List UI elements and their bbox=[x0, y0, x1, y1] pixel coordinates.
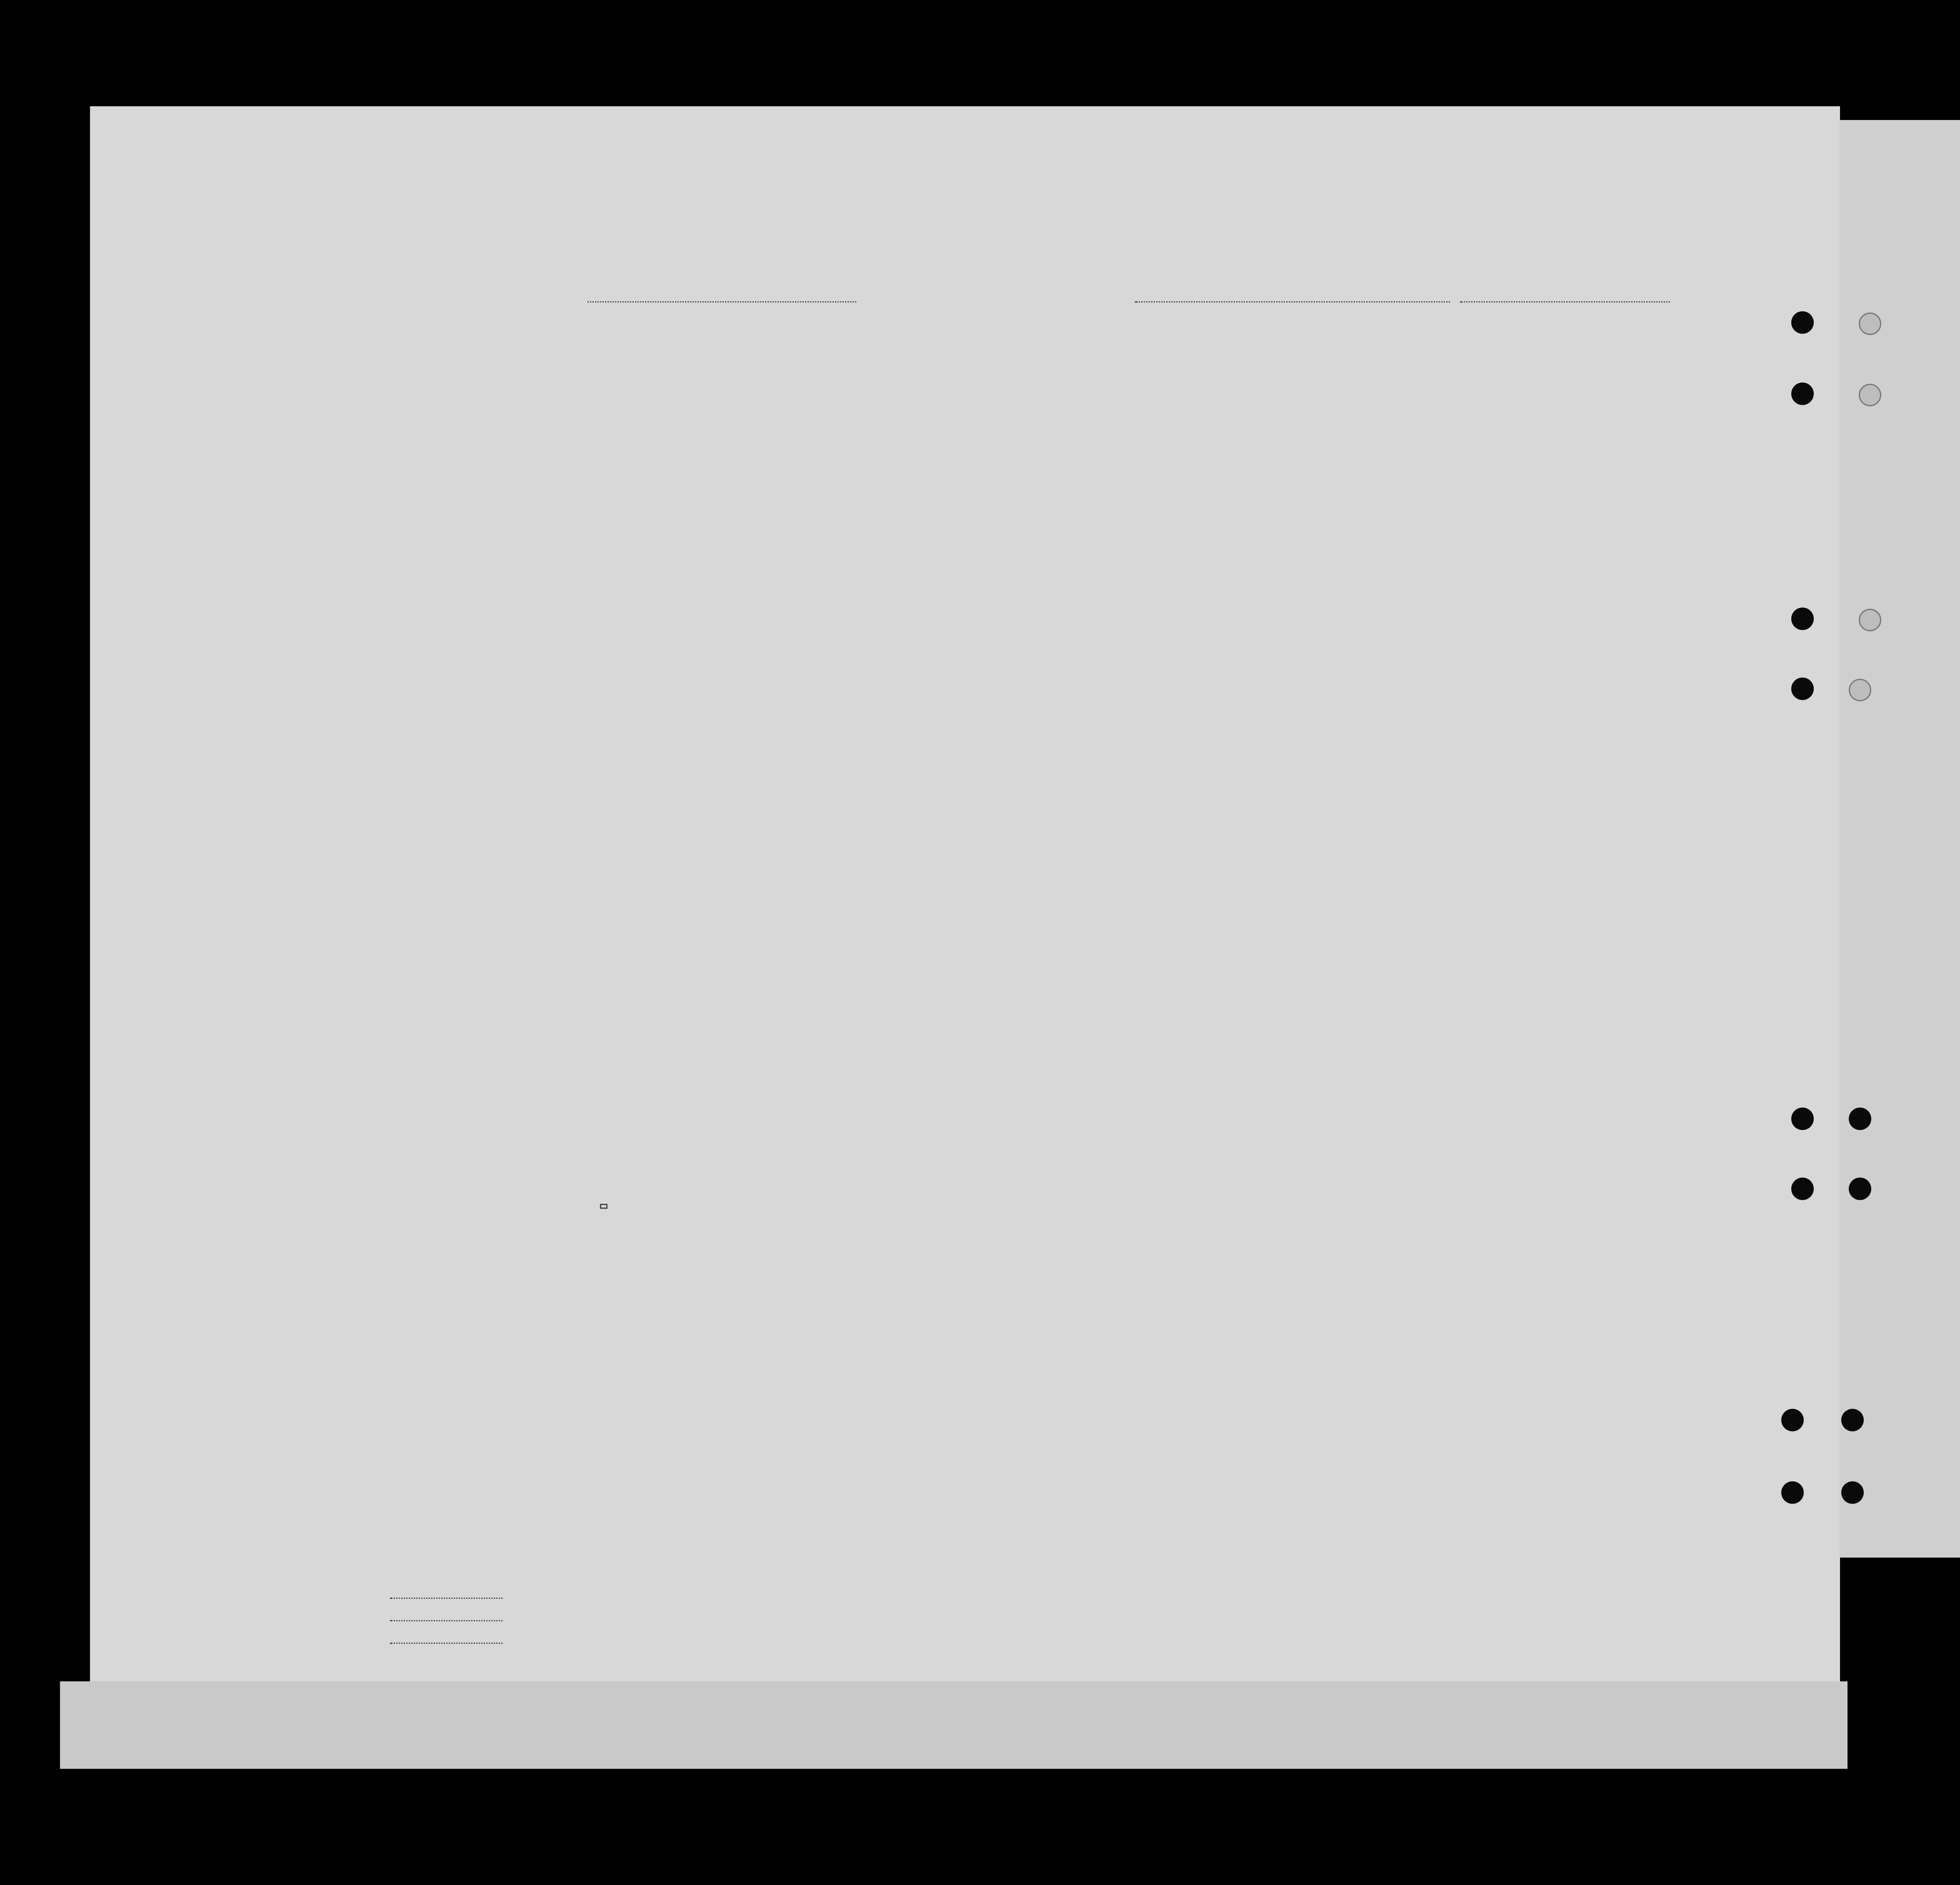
punch-hole bbox=[1791, 1108, 1814, 1130]
punch-hole bbox=[1791, 382, 1814, 405]
punch-hole bbox=[1791, 678, 1814, 700]
punch-hole bbox=[1849, 679, 1871, 701]
sheet-bottom-stub bbox=[60, 1682, 1847, 1769]
punch-hole bbox=[1859, 384, 1881, 406]
punch-hole bbox=[1791, 1177, 1814, 1200]
punch-hole bbox=[1859, 312, 1881, 335]
punch-hole bbox=[1791, 311, 1814, 334]
punch-hole bbox=[1849, 1177, 1871, 1200]
punch-hole bbox=[1859, 609, 1881, 631]
punch-hole bbox=[1841, 1409, 1864, 1431]
manifest-sheet bbox=[90, 106, 1840, 1732]
next-sheet-edge bbox=[1840, 120, 1960, 1558]
punch-hole bbox=[1849, 1108, 1871, 1130]
hospital-stamp bbox=[600, 1204, 607, 1209]
punch-hole bbox=[1781, 1409, 1804, 1431]
punch-hole bbox=[1791, 607, 1814, 630]
punch-hole bbox=[1781, 1481, 1804, 1504]
punch-hole bbox=[1841, 1481, 1864, 1504]
